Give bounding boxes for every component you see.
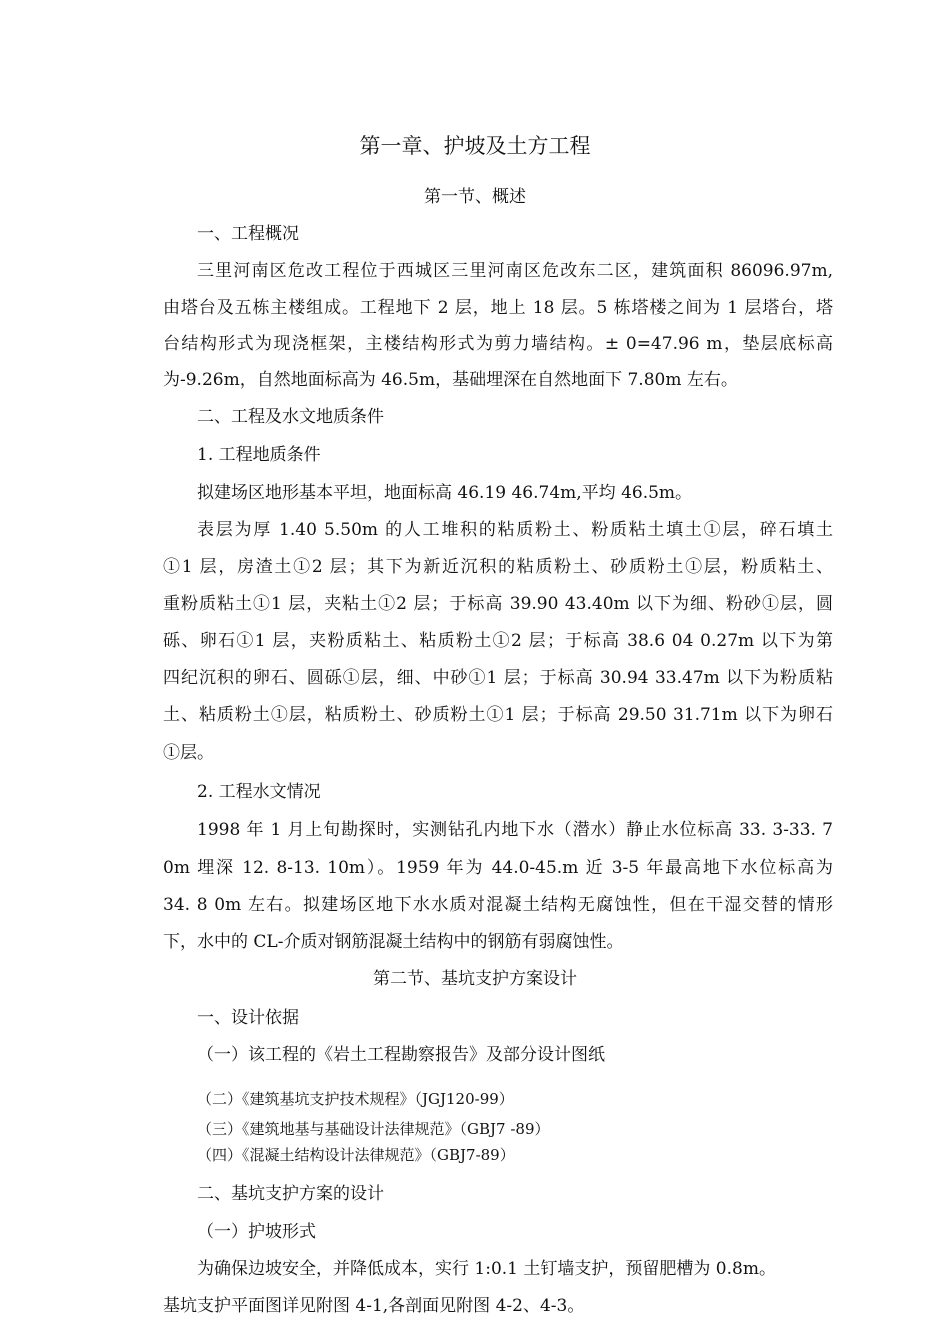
heading: 二、工程及水文地质条件: [197, 407, 384, 427]
paragraph-line: 基坑支护平面图详见附图 4-1,各剖面见附图 4-2、4-3。: [163, 1296, 585, 1316]
section-title: 第一节、概述: [424, 187, 526, 207]
paragraph-line: 砾、卵石①1 层，夹粉质粘土、粘质粉土①2 层；于标高 38.6 04 0.27m 以下为第: [163, 631, 833, 651]
basis-item: （四）《混凝土结构设计法律规范》（GBJ7-89）: [197, 1146, 515, 1164]
paragraph-line: 1998 年 1 月上旬勘探时，实测钻孔内地下水（潜水）静止水位标高 33. 3-33. 7: [197, 820, 833, 840]
subheading: （一）护坡形式: [197, 1222, 316, 1242]
paragraph-line: 0m 埋深 12. 8-13. 10m）。1959 年为 44.0-45.m 近 3-5 年最高地下水位标高为: [163, 858, 833, 878]
subheading: 2. 工程水文情况: [197, 782, 321, 802]
paragraph-line: 重粉质粘土①1 层，夹粘土①2 层；于标高 39.90 43.40m 以下为细、粉砂①层，圆: [163, 594, 833, 614]
section-title: 第二节、基坑支护方案设计: [373, 969, 577, 989]
basis-item: （一）该工程的《岩土工程勘察报告》及部分设计图纸: [197, 1045, 605, 1065]
paragraph-line: 为-9.26m，自然地面标高为 46.5m，基础埋深在自然地面下 7.80m 左右。: [163, 370, 738, 390]
paragraph-line: 由塔台及五栋主楼组成。工程地下 2 层，地上 18 层。5 栋塔楼之间为 1 层塔台，塔: [163, 298, 833, 318]
paragraph-line: 拟建场区地形基本平坦，地面标高 46.19 46.74m,平均 46.5m。: [197, 483, 693, 503]
chapter-title: 第一章、护坡及土方工程: [359, 134, 591, 158]
paragraph-line: ①1 层，房渣土①2 层；其下为新近沉积的粘质粉土、砂质粉土①层，粉质粘土、: [163, 557, 833, 577]
paragraph-line: 表层为厚 1.40 5.50m 的人工堆积的粘质粉土、粉质粘土填土①层，碎石填土: [197, 520, 833, 540]
heading: 一、设计依据: [197, 1008, 299, 1028]
basis-item: （二）《建筑基坑支护技术规程》（JGJ120-99）: [197, 1090, 514, 1108]
paragraph-line: ①层。: [163, 743, 214, 763]
paragraph-line: 土、粘质粉土①层，粘质粉土、砂质粉土①1 层；于标高 29.50 31.71m 以下为卵石: [163, 705, 833, 725]
paragraph-line: 四纪沉积的卵石、圆砾①层，细、中砂①1 层；于标高 30.94 33.47m 以下为粉质粘: [163, 668, 833, 688]
paragraph-line: 下，水中的 CL-介质对钢筋混凝土结构中的钢筋有弱腐蚀性。: [163, 932, 624, 952]
paragraph-line: 34. 8 0m 左右。拟建场区地下水水质对混凝土结构无腐蚀性，但在干湿交替的情形: [163, 895, 833, 915]
paragraph-line: 三里河南区危改工程位于西城区三里河南区危改东二区，建筑面积 86096.97m,: [197, 261, 833, 281]
heading: 一、工程概况: [197, 224, 299, 244]
subheading: 1. 工程地质条件: [197, 445, 321, 465]
paragraph-line: 为确保边坡安全，并降低成本，实行 1:0.1 土钉墙支护，预留肥槽为 0.8m。: [197, 1259, 776, 1279]
heading: 二、基坑支护方案的设计: [197, 1184, 384, 1204]
basis-item: （三）《建筑地基与基础设计法律规范》（GBJ7 -89）: [197, 1120, 550, 1138]
paragraph-line: 台结构形式为现浇框架，主楼结构形式为剪力墙结构。± 0=47.96 m，垫层底标高: [163, 334, 833, 354]
